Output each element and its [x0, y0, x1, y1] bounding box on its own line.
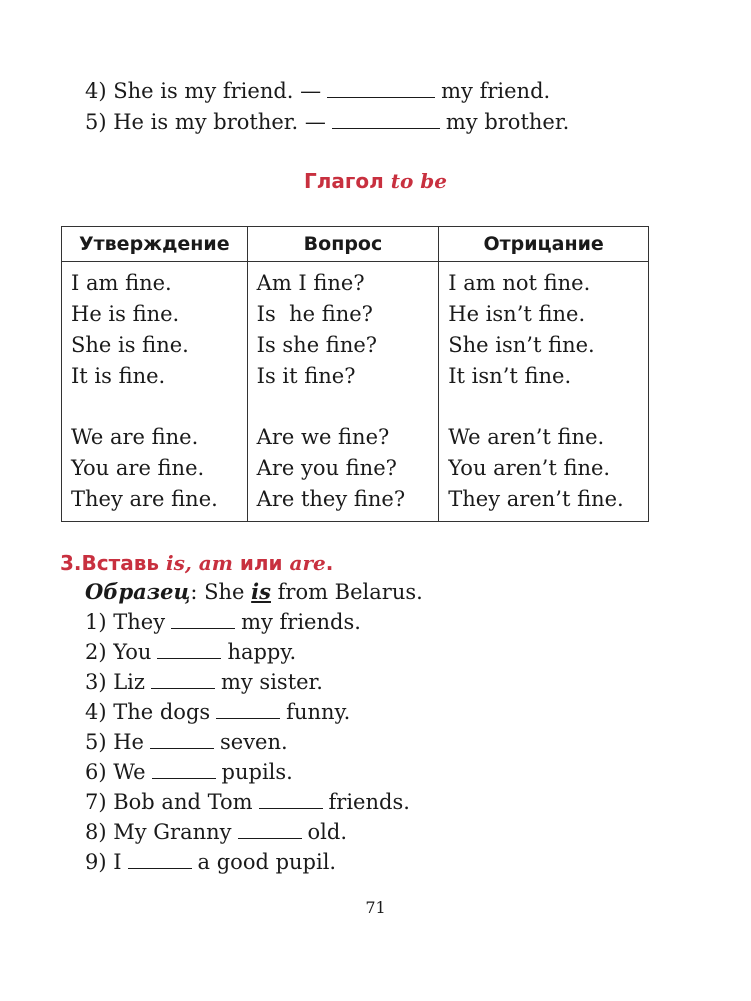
answer-blank[interactable]	[128, 852, 192, 869]
table-cell: You aren’t fine.	[448, 456, 611, 480]
table-cell: Is she fine?	[256, 333, 378, 357]
table-cell: You are fine.	[71, 456, 205, 480]
page-number: 71	[365, 898, 386, 917]
answer-blank[interactable]	[150, 732, 214, 749]
table-cell: I am fine.	[71, 271, 172, 295]
table-cell: Are they fine?	[256, 487, 406, 511]
table-cell: He is fine.	[71, 302, 180, 326]
header-negative: Отрицание	[439, 227, 649, 262]
answer-blank[interactable]	[151, 672, 215, 689]
table-cell: Is it fine?	[256, 364, 356, 388]
answer-blank[interactable]	[157, 642, 221, 659]
exercise-item-9: 9) I a good pupil.	[85, 850, 337, 874]
exercise-item-3: 3) Liz my sister.	[85, 670, 323, 694]
exercise-item-5: 5) He seven.	[85, 730, 288, 754]
section-heading: Глагол to be	[304, 169, 447, 193]
negative-column	[439, 262, 649, 522]
table-cell: Am I fine?	[256, 271, 365, 295]
answer-blank[interactable]	[327, 81, 435, 98]
table-cell: Are we fine?	[256, 425, 390, 449]
table-cell: It is fine.	[71, 364, 166, 388]
answer-blank[interactable]	[152, 762, 216, 779]
answer-blank[interactable]	[171, 612, 235, 629]
table-cell: We are fine.	[71, 425, 199, 449]
exercise-item-7: 7) Bob and Tom friends.	[85, 790, 410, 814]
table-cell: She isn’t fine.	[448, 333, 595, 357]
table-cell: It isn’t fine.	[448, 364, 572, 388]
table-cell: I am not fine.	[448, 271, 591, 295]
exercise-item-6: 6) We pupils.	[85, 760, 293, 784]
answer-blank[interactable]	[238, 822, 302, 839]
answer-blank[interactable]	[259, 792, 323, 809]
to-be-table	[61, 226, 649, 522]
header-affirmative: Утверждение	[62, 227, 248, 262]
exercise-title: 3.Вставь is, am или are.	[60, 551, 334, 575]
exercise-sample: Образец: She is from Belarus.	[85, 579, 423, 604]
affirmative-column	[62, 262, 248, 522]
exercise-item-1: 1) They my friends.	[85, 610, 361, 634]
answer-blank[interactable]	[216, 702, 280, 719]
header-question: Вопрос	[247, 227, 439, 262]
table-cell: They are fine.	[71, 487, 218, 511]
table-cell: He isn’t fine.	[448, 302, 586, 326]
exercise-item-4: 4) The dogs funny.	[85, 700, 351, 724]
table-cell: Is he fine?	[256, 302, 373, 326]
table-cell: Are you fine?	[256, 456, 397, 480]
table-cell: They aren’t fine.	[448, 487, 624, 511]
sentence-5: 5) He is my brother. — my brother.	[85, 110, 570, 134]
table-cell: We aren’t fine.	[448, 425, 605, 449]
table-cell: She is fine.	[71, 333, 189, 357]
exercise-item-2: 2) You happy.	[85, 640, 297, 664]
sentence-4: 4) She is my friend. — my friend.	[85, 79, 551, 103]
question-column	[247, 262, 439, 522]
answer-blank[interactable]	[332, 112, 440, 129]
exercise-item-8: 8) My Granny old.	[85, 820, 348, 844]
